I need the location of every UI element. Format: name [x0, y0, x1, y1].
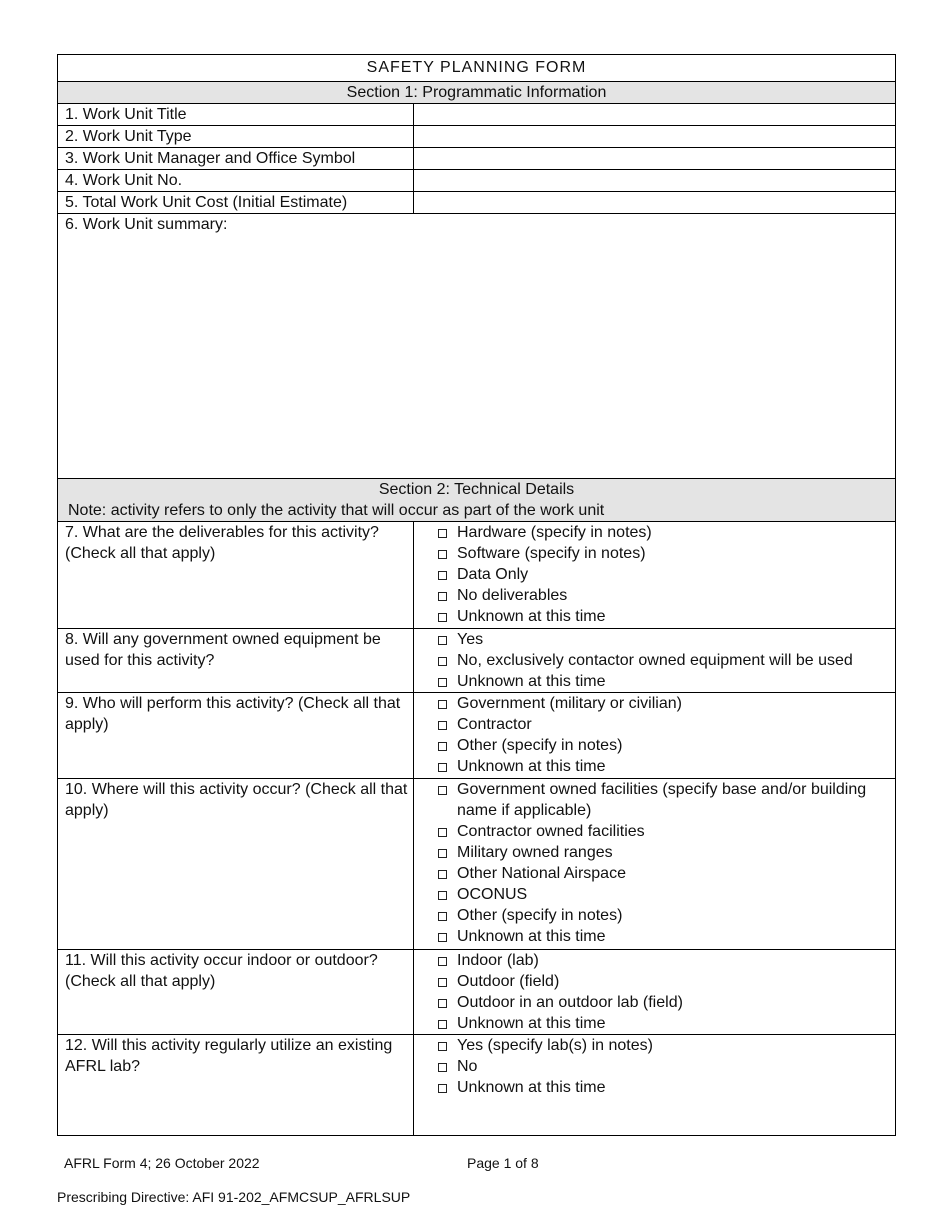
option-label: OCONUS [457, 886, 528, 903]
option-item[interactable] [438, 1013, 895, 1034]
checkbox-icon[interactable] [438, 529, 447, 538]
option-item[interactable] [438, 629, 895, 650]
checkbox-icon[interactable] [438, 763, 447, 772]
option-item[interactable] [438, 585, 895, 606]
footer-form-id: AFRL Form 4; 26 October 2022 [64, 1155, 260, 1171]
footer-prescribing-directive: Prescribing Directive: AFI 91-202_AFMCSUP_AFRLSUP [57, 1189, 411, 1205]
checkbox-icon[interactable] [438, 657, 447, 666]
option-item[interactable] [438, 842, 895, 863]
option-label: Unknown at this time [457, 1015, 606, 1032]
option-label: Outdoor in an outdoor lab (field) [457, 994, 683, 1011]
option-label: Unknown at this time [457, 1079, 606, 1096]
option-item[interactable] [438, 905, 895, 926]
checkbox-icon[interactable] [438, 550, 447, 559]
section1-heading: Section 1: Programmatic Information [58, 82, 896, 104]
option-label: No deliverables [457, 587, 568, 604]
field-input-work-unit-manager[interactable] [414, 148, 896, 170]
option-item[interactable] [438, 884, 895, 905]
section2-note: Note: activity refers to only the activity that will occur as part of the work unit [68, 502, 605, 519]
question-text: 8. Will any government owned equipment be used for this activity? [58, 629, 414, 693]
checkbox-icon[interactable] [438, 999, 447, 1008]
option-item[interactable] [438, 735, 895, 756]
options-list [421, 522, 895, 627]
option-item[interactable] [438, 779, 895, 821]
options-list [421, 779, 895, 947]
option-item[interactable] [438, 543, 895, 564]
option-item[interactable] [438, 1077, 895, 1098]
option-label: Outdoor (field) [457, 973, 560, 990]
option-item[interactable] [438, 650, 895, 671]
options-list [421, 1035, 895, 1098]
checkbox-icon[interactable] [438, 933, 447, 942]
option-label: Contractor owned facilities [457, 823, 645, 840]
footer-page-number: Page 1 of 8 [467, 1155, 539, 1171]
checkbox-icon[interactable] [438, 786, 447, 795]
option-label: Yes [457, 631, 484, 648]
option-label: Indoor (lab) [457, 952, 539, 969]
checkbox-icon[interactable] [438, 678, 447, 687]
option-label: Data Only [457, 566, 529, 583]
option-label: Unknown at this time [457, 928, 606, 945]
question-row-12 [58, 1035, 896, 1136]
option-item[interactable] [438, 971, 895, 992]
option-item[interactable] [438, 1035, 895, 1056]
field-input-work-unit-title[interactable] [414, 104, 896, 126]
work-unit-summary-field[interactable] [58, 214, 896, 479]
checkbox-icon[interactable] [438, 613, 447, 622]
field-input-work-unit-type[interactable] [414, 126, 896, 148]
safety-planning-form [57, 54, 896, 1136]
options-list [421, 950, 895, 1034]
options-list [421, 629, 895, 692]
form-title: SAFETY PLANNING FORM [58, 55, 896, 82]
question-row-11 [58, 950, 896, 1035]
checkbox-icon[interactable] [438, 1084, 447, 1093]
checkbox-icon[interactable] [438, 912, 447, 921]
option-label: Government (military or civilian) [457, 695, 682, 712]
checkbox-icon[interactable] [438, 721, 447, 730]
option-item[interactable] [438, 950, 895, 971]
question-row-9 [58, 693, 896, 779]
option-item[interactable] [438, 714, 895, 735]
option-item[interactable] [438, 992, 895, 1013]
option-label: Government owned facilities (specify base and/or building name if applicable) [457, 781, 867, 819]
field-input-total-cost[interactable] [414, 192, 896, 214]
question-text: 10. Where will this activity occur? (Check all that apply) [58, 779, 414, 950]
option-label: No [457, 1058, 478, 1075]
checkbox-icon[interactable] [438, 1042, 447, 1051]
option-label: No, exclusively contactor owned equipment will be used [457, 652, 853, 669]
question-text: 12. Will this activity regularly utilize an existing AFRL lab? [58, 1035, 414, 1136]
option-item[interactable] [438, 693, 895, 714]
checkbox-icon[interactable] [438, 742, 447, 751]
option-label: Unknown at this time [457, 673, 606, 690]
option-item[interactable] [438, 756, 895, 777]
checkbox-icon[interactable] [438, 1020, 447, 1029]
field-label-total-cost: 5. Total Work Unit Cost (Initial Estimate) [58, 192, 414, 214]
option-item[interactable] [438, 564, 895, 585]
checkbox-icon[interactable] [438, 828, 447, 837]
question-text: 11. Will this activity occur indoor or outdoor? (Check all that apply) [58, 950, 414, 1035]
field-label-work-unit-type: 2. Work Unit Type [58, 126, 414, 148]
option-item[interactable] [438, 671, 895, 692]
option-item[interactable] [438, 821, 895, 842]
work-unit-summary-label: 6. Work Unit summary: [65, 216, 228, 233]
question-row-10 [58, 779, 896, 950]
field-label-work-unit-no: 4. Work Unit No. [58, 170, 414, 192]
question-text: 7. What are the deliverables for this activity? (Check all that apply) [58, 522, 414, 629]
checkbox-icon[interactable] [438, 1063, 447, 1072]
checkbox-icon[interactable] [438, 870, 447, 879]
checkbox-icon[interactable] [438, 592, 447, 601]
option-label: Yes (specify lab(s) in notes) [457, 1037, 653, 1054]
checkbox-icon[interactable] [438, 571, 447, 580]
question-row-7 [58, 522, 896, 629]
option-label: Hardware (specify in notes) [457, 524, 652, 541]
field-label-work-unit-title: 1. Work Unit Title [58, 104, 414, 126]
checkbox-icon[interactable] [438, 978, 447, 987]
section2-header [58, 479, 896, 522]
option-item[interactable] [438, 522, 895, 543]
checkbox-icon[interactable] [438, 636, 447, 645]
option-item[interactable] [438, 1056, 895, 1077]
question-text: 9. Who will perform this activity? (Check all that apply) [58, 693, 414, 779]
options-list [421, 693, 895, 777]
option-label: Contractor [457, 716, 532, 733]
option-label: Unknown at this time [457, 758, 606, 775]
checkbox-icon[interactable] [438, 849, 447, 858]
checkbox-icon[interactable] [438, 700, 447, 709]
field-label-work-unit-manager: 3. Work Unit Manager and Office Symbol [58, 148, 414, 170]
checkbox-icon[interactable] [438, 891, 447, 900]
option-label: Other National Airspace [457, 865, 626, 882]
option-label: Unknown at this time [457, 608, 606, 625]
option-item[interactable] [438, 863, 895, 884]
question-row-8 [58, 629, 896, 693]
option-label: Military owned ranges [457, 844, 613, 861]
option-item[interactable] [438, 606, 895, 627]
field-input-work-unit-no[interactable] [414, 170, 896, 192]
option-label: Software (specify in notes) [457, 545, 646, 562]
option-item[interactable] [438, 926, 895, 947]
option-label: Other (specify in notes) [457, 737, 623, 754]
option-label: Other (specify in notes) [457, 907, 623, 924]
checkbox-icon[interactable] [438, 957, 447, 966]
section2-heading: Section 2: Technical Details [378, 481, 575, 498]
